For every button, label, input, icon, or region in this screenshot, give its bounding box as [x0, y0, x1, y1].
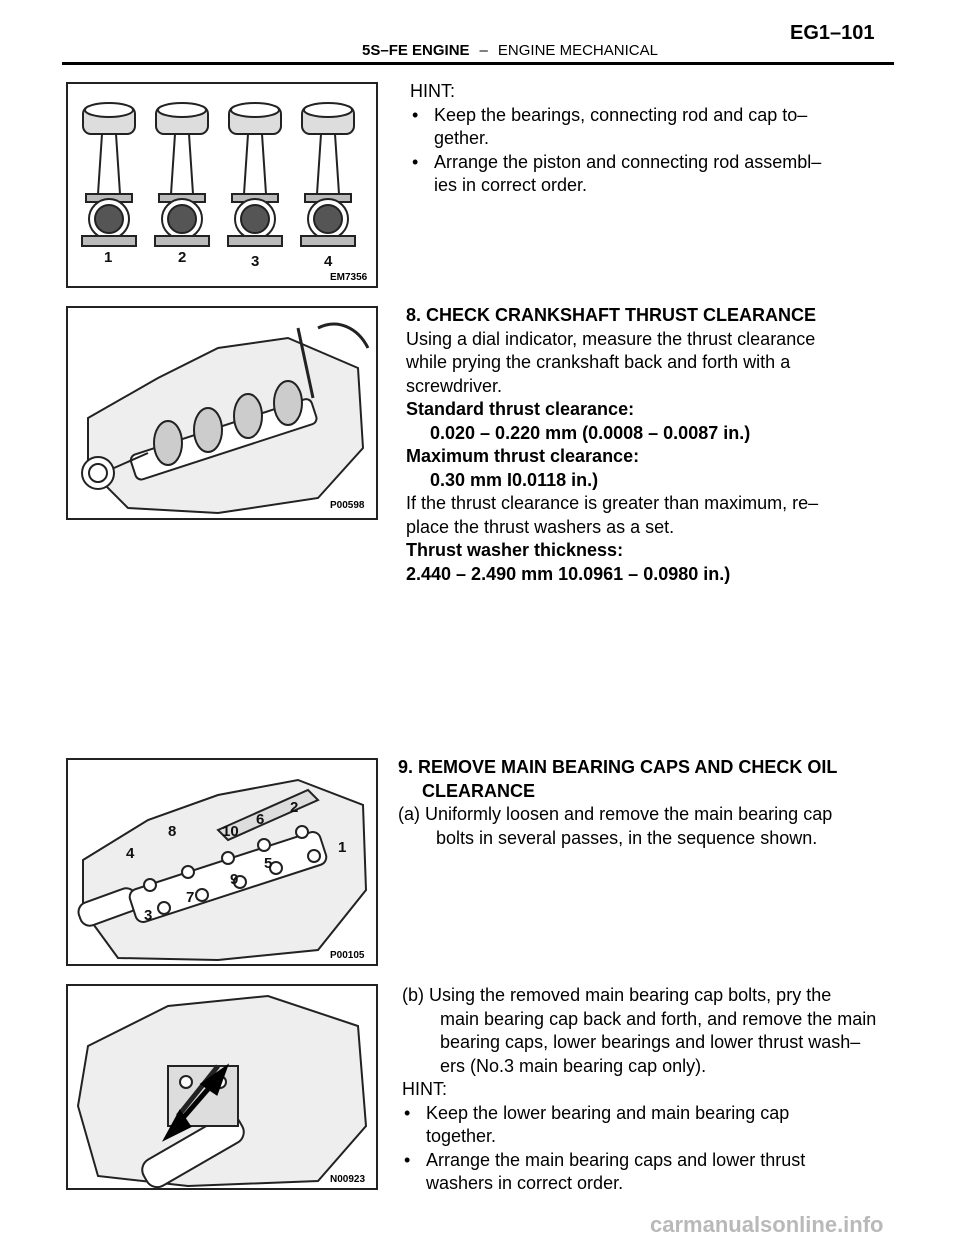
fig3-label-7: 7: [186, 889, 195, 906]
header-section-left: 5S–FE ENGINE: [362, 42, 470, 59]
hint2-bullet-2-line-1: Arrange the main bearing caps and lower thrust: [426, 1149, 806, 1170]
fig3-label-3: 3: [144, 907, 153, 924]
hint-bullet-2-line-1: Arrange the piston and connecting rod assembl–: [434, 151, 822, 172]
fig1-label-2: 2: [178, 249, 187, 266]
step-8-block: [406, 304, 886, 586]
step-9b-line-2: main bearing cap back and forth, and remove the main: [440, 1008, 877, 1029]
fig1-label-1: 1: [104, 249, 113, 266]
fig3-label-2: 2: [290, 799, 299, 816]
figure-crankshaft-dial-indicator: [66, 306, 378, 520]
hint-bullet-1-line-1: Keep the bearings, connecting rod and cap to–: [434, 104, 808, 125]
step-9b-block: [402, 984, 892, 1196]
fig3-label-8: 8: [168, 823, 177, 840]
fig1-label-4: 4: [324, 253, 333, 270]
thrust-washer-value: 2.440 – 2.490 mm 10.0961 – 0.0980 in.): [406, 563, 731, 584]
step-9-heading-line-1: 9. REMOVE MAIN BEARING CAPS AND CHECK OIL: [398, 757, 838, 777]
standard-clearance-value: 0.020 – 0.220 mm (0.0008 – 0.0087 in.): [430, 422, 751, 443]
step-8-para-1-line-1: Using a dial indicator, measure the thrust clearance: [406, 328, 816, 349]
hint-block-1: [410, 80, 890, 198]
hint2-bullet-2: [402, 1149, 892, 1173]
hint2-bullet-2-line-2: washers in correct order.: [426, 1173, 624, 1193]
fig3-label-6: 6: [256, 811, 265, 828]
header-section-right: ENGINE MECHANICAL: [497, 42, 658, 59]
hint-bullet-1: [410, 104, 890, 128]
page-code: EG1–101: [790, 22, 875, 44]
fig3-label-5: 5: [264, 855, 273, 872]
step-9-block: [398, 756, 888, 850]
hint2-bullet-1-line-2: together.: [426, 1126, 497, 1146]
hint-bullet-2-line-2: ies in correct order.: [434, 175, 588, 195]
hint-label-2: HINT:: [402, 1079, 447, 1099]
step-8-para-1-line-2: while prying the crankshaft back and forth with a: [406, 352, 791, 372]
figure-piston-rod-assemblies: [66, 82, 378, 288]
hint-label: HINT:: [410, 81, 455, 101]
hint2-bullet-1-line-1: Keep the lower bearing and main bearing cap: [426, 1102, 790, 1123]
step-8-heading: 8. CHECK CRANKSHAFT THRUST CLEARANCE: [406, 305, 817, 325]
maximum-clearance-value: 0.30 mm I0.0118 in.): [430, 469, 599, 490]
fig3-label-9: 9: [230, 871, 239, 888]
fig4-code: N00923: [330, 1174, 366, 1185]
step-8-para-1-line-3: screwdriver.: [406, 375, 503, 396]
hint2-bullet-1: [402, 1102, 892, 1126]
watermark: carmanualsonline.info: [650, 1212, 884, 1237]
figure-pry-bearing-cap: [66, 984, 378, 1190]
step-9a-line-2: bolts in several passes, in the sequence shown.: [436, 827, 818, 848]
thrust-washer-label: Thrust washer thickness:: [406, 540, 624, 560]
fig3-label-1: 1: [338, 839, 347, 856]
step-8-para-2-line-2: place the thrust washers as a set.: [406, 516, 675, 537]
header-rule: [62, 62, 894, 65]
fig3-label-10: 10: [222, 823, 239, 840]
fig3-code: P00105: [330, 950, 365, 961]
step-9b-line-3: bearing caps, lower bearings and lower thrust wash–: [440, 1032, 861, 1052]
step-9a-line-1: (a) Uniformly loosen and remove the main bearing cap: [398, 804, 833, 824]
standard-clearance-label: Standard thrust clearance:: [406, 399, 635, 419]
fig2-code: P00598: [330, 500, 365, 511]
header-separator: –: [479, 42, 488, 59]
step-9b-line-4: ers (No.3 main bearing cap only).: [440, 1055, 707, 1076]
maximum-clearance-label: Maximum thrust clearance:: [406, 446, 640, 466]
step-9-heading-line-2: CLEARANCE: [422, 780, 536, 801]
running-header: [362, 42, 658, 59]
fig1-code: EM7356: [330, 272, 368, 283]
hint-bullet-1-line-2: gether.: [434, 128, 490, 148]
fig1-label-3: 3: [251, 253, 260, 270]
fig3-label-4: 4: [126, 845, 135, 862]
hint-bullet-2: [410, 151, 890, 175]
figure-bearing-cap-bolt-sequence: [66, 758, 378, 966]
step-9b-line-1: (b) Using the removed main bearing cap bolts, pry the: [402, 985, 832, 1005]
step-8-para-2-line-1: If the thrust clearance is greater than maximum, re–: [406, 493, 819, 513]
